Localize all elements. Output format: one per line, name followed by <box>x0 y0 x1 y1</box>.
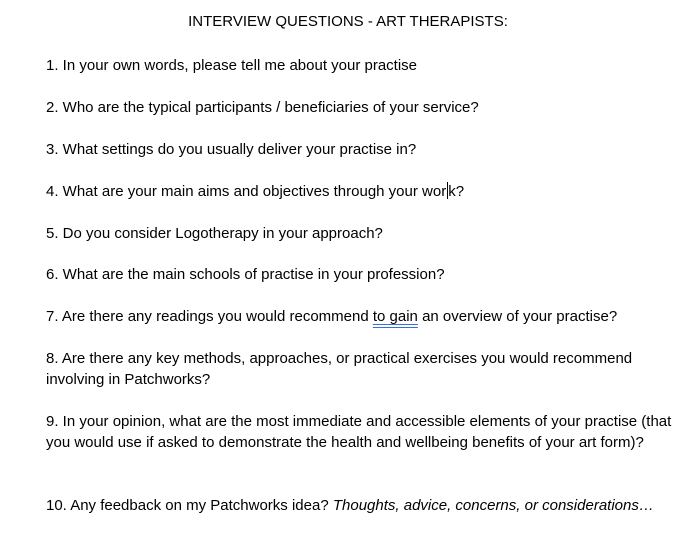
question-10-italic-text: Thoughts, advice, concerns, or considerations… <box>332 497 654 514</box>
question-7-text-after: an overview of your practise? <box>417 308 618 325</box>
question-8: 8. Are there any key methods, approaches, or practical exercises you would recommend involving in Patchworks? <box>46 350 633 388</box>
question-7-text-before: 7. Are there any readings you would recommend <box>46 308 373 325</box>
question-6: 6. What are the main schools of practise in your profession? <box>46 266 445 283</box>
document-title: INTERVIEW QUESTIONS - ART THERAPISTS: <box>188 13 508 30</box>
grammar-suggestion-underline[interactable]: to gain <box>372 308 418 325</box>
question-7 <box>46 306 686 327</box>
question-10-text: 10. Any feedback on my Patchworks idea? <box>46 497 333 514</box>
question-4 <box>46 181 686 202</box>
question-10 <box>46 495 686 516</box>
question-1: 1. In your own words, please tell me about your practise <box>46 57 418 74</box>
question-5: 5. Do you consider Logotherapy in your approach? <box>46 225 383 242</box>
question-4-text-after-caret: k? <box>448 183 465 200</box>
question-3: 3. What settings do you usually deliver your practise in? <box>46 141 417 158</box>
question-2: 2. Who are the typical participants / beneficiaries of your service? <box>46 99 479 116</box>
question-4-text-before-caret: 4. What are your main aims and objectives through your wor <box>46 183 447 200</box>
question-9: 9. In your opinion, what are the most immediate and accessible elements of your practise (that you would use if asked to demonstrate the health and wellbeing benefits of your art form)? <box>46 413 672 451</box>
